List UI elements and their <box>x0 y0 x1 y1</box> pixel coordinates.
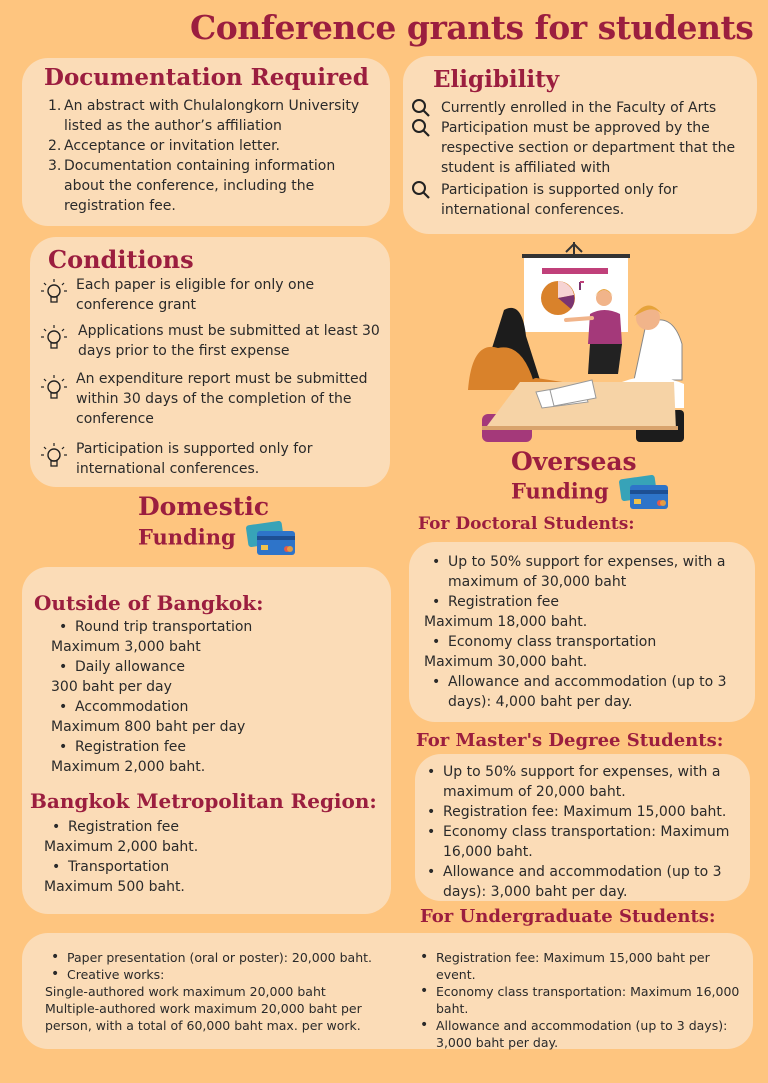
documentation-list <box>22 96 367 216</box>
magnifier-icon <box>411 180 431 200</box>
list-item: • Round trip transportation Maximum 3,000 baht <box>51 617 381 657</box>
page-title: Conference grants for students <box>190 8 754 47</box>
list-item: • Registration fee Maximum 2,000 baht. <box>44 817 374 857</box>
list-item: • Registration fee: Maximum 15,000 baht per event. <box>436 949 748 983</box>
list-item: • Accommodation Maximum 800 baht per day <box>51 697 381 737</box>
conditions-panel <box>30 237 390 487</box>
list-item: • Allowance and accommodation (up to 3 days): 3,000 baht per day. <box>443 862 738 902</box>
list-item: • Creative works: <box>67 966 385 983</box>
lightbulb-icon <box>40 373 68 403</box>
list-item: 3. Documentation containing information about the conference, including the registration fee. <box>48 158 336 214</box>
eligibility-panel <box>403 56 757 234</box>
list-item: • Paper presentation (oral or poster): 20,000 baht. <box>67 949 385 966</box>
domestic-heading: Domestic Funding <box>138 493 297 557</box>
documentation-panel <box>22 58 390 226</box>
list-item: • Registration fee: Maximum 15,000 baht. <box>443 802 738 822</box>
doctoral-panel <box>409 542 755 722</box>
list-item: • Up to 50% support for expenses, with a maximum of 30,000 baht <box>448 552 744 592</box>
magnifier-icon <box>411 118 431 138</box>
list-item: • Up to 50% support for expenses, with a maximum of 20,000 baht. <box>443 762 738 802</box>
list-item: Each paper is eligible for only one conference grant <box>30 275 388 315</box>
magnifier-icon <box>411 98 431 118</box>
lightbulb-icon <box>40 441 68 471</box>
lightbulb-icon <box>40 277 68 307</box>
list-item: Participation is supported only for international conferences. <box>403 180 743 220</box>
list-item: Participation is supported only for international conferences. <box>30 439 388 479</box>
conditions-heading: Conditions <box>48 245 194 274</box>
doctoral-heading: For Doctoral Students: <box>418 514 635 534</box>
credit-card-icon <box>243 521 297 557</box>
list-item: Multiple-authored work maximum 20,000 baht per person, with a total of 60,000 baht max. per work. <box>45 1001 362 1033</box>
documentation-heading: Documentation Required <box>44 64 369 91</box>
list-item: Participation must be approved by the respective section or department that the student is affiliated with <box>403 118 743 178</box>
undergrad-heading: For Undergraduate Students: <box>420 906 716 927</box>
list-item: Applications must be submitted at least 30 days prior to the first expense <box>30 321 388 361</box>
list-item: 2. Acceptance or invitation letter. <box>48 138 280 154</box>
undergrad-panel <box>22 933 753 1049</box>
bangkok-metro-heading: Bangkok Metropolitan Region: <box>30 789 377 813</box>
meeting-illustration <box>462 240 692 448</box>
list-item: 1. An abstract with Chulalongkorn University listed as the author’s affiliation <box>48 98 360 134</box>
list-item: • Registration fee Maximum 2,000 baht. <box>51 737 381 777</box>
masters-panel <box>415 754 750 901</box>
list-item: • Registration fee Maximum 18,000 baht. <box>424 592 744 632</box>
list-item: Currently enrolled in the Faculty of Arts <box>403 98 743 118</box>
list-item: An expenditure report must be submitted within 30 days of the completion of the conference <box>30 369 388 429</box>
domestic-panel <box>22 567 391 914</box>
masters-heading: For Master's Degree Students: <box>416 730 724 751</box>
overseas-heading: Overseas Funding <box>511 449 670 511</box>
eligibility-heading: Eligibility <box>433 66 560 93</box>
lightbulb-icon <box>40 323 68 353</box>
list-item: • Transportation Maximum 500 baht. <box>44 857 374 897</box>
list-item: • Daily allowance 300 baht per day <box>51 657 381 697</box>
list-item: Single-authored work maximum 20,000 baht <box>45 984 326 999</box>
list-item: • Economy class transportation Maximum 30,000 baht. <box>424 632 744 672</box>
list-item: • Economy class transportation: Maximum 16,000 baht. <box>436 983 748 1017</box>
list-item: • Allowance and accommodation (up to 3 days): 3,000 baht per day. <box>436 1017 748 1051</box>
list-item: • Allowance and accommodation (up to 3 days): 4,000 baht per day. <box>448 672 744 712</box>
list-item: • Economy class transportation: Maximum 16,000 baht. <box>443 822 738 862</box>
outside-bangkok-heading: Outside of Bangkok: <box>34 591 264 615</box>
credit-card-icon <box>616 475 670 511</box>
